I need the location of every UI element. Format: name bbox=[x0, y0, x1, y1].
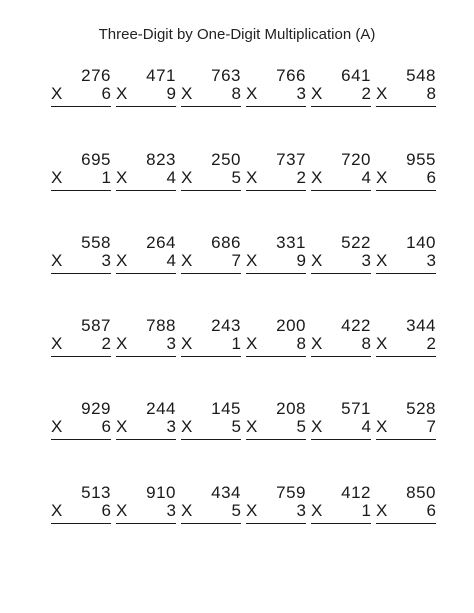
multiplication-problem bbox=[376, 399, 436, 449]
answer-line bbox=[311, 356, 371, 357]
multiplication-problem bbox=[181, 150, 241, 200]
multiplier: 6 bbox=[426, 501, 436, 520]
multiplier: 2 bbox=[101, 334, 111, 353]
answer-line bbox=[376, 439, 436, 440]
multiplication-sign: X bbox=[246, 84, 258, 103]
multiplier: 9 bbox=[296, 251, 306, 270]
multiplier: 2 bbox=[426, 334, 436, 353]
answer-line bbox=[181, 273, 241, 274]
multiplicand: 548 bbox=[406, 66, 436, 85]
multiplier: 8 bbox=[296, 334, 306, 353]
answer-line bbox=[51, 106, 111, 107]
multiplier: 2 bbox=[296, 168, 306, 187]
answer-line bbox=[246, 106, 306, 107]
answer-line bbox=[376, 190, 436, 191]
answer-line bbox=[311, 273, 371, 274]
multiplier: 7 bbox=[426, 417, 436, 436]
answer-line bbox=[116, 439, 176, 440]
multiplication-problem bbox=[116, 150, 176, 200]
multiplicand: 571 bbox=[341, 399, 371, 418]
multiplication-problem bbox=[181, 399, 241, 449]
multiplicand: 910 bbox=[146, 483, 176, 502]
multiplier: 4 bbox=[166, 168, 176, 187]
multiplier: 4 bbox=[361, 417, 371, 436]
multiplicand: 522 bbox=[341, 233, 371, 252]
multiplication-sign: X bbox=[246, 501, 258, 520]
multiplier: 5 bbox=[231, 501, 241, 520]
multiplication-problem bbox=[246, 399, 306, 449]
multiplication-problem bbox=[246, 233, 306, 283]
multiplication-problem bbox=[246, 483, 306, 533]
multiplication-sign: X bbox=[376, 501, 388, 520]
multiplication-problem bbox=[116, 483, 176, 533]
multiplication-sign: X bbox=[376, 334, 388, 353]
answer-line bbox=[51, 273, 111, 274]
multiplication-sign: X bbox=[311, 501, 323, 520]
multiplication-problem bbox=[51, 233, 111, 283]
multiplicand: 250 bbox=[211, 150, 241, 169]
multiplication-sign: X bbox=[376, 168, 388, 187]
multiplicand: 244 bbox=[146, 399, 176, 418]
multiplication-sign: X bbox=[311, 168, 323, 187]
answer-line bbox=[376, 356, 436, 357]
multiplier: 5 bbox=[231, 168, 241, 187]
answer-line bbox=[116, 273, 176, 274]
multiplication-problem bbox=[181, 66, 241, 116]
multiplicand: 587 bbox=[81, 316, 111, 335]
multiplication-problem bbox=[181, 233, 241, 283]
multiplication-sign: X bbox=[246, 168, 258, 187]
multiplication-problem bbox=[116, 233, 176, 283]
answer-line bbox=[376, 273, 436, 274]
multiplication-sign: X bbox=[181, 84, 193, 103]
answer-line bbox=[116, 523, 176, 524]
multiplicand: 140 bbox=[406, 233, 436, 252]
multiplicand: 686 bbox=[211, 233, 241, 252]
multiplication-sign: X bbox=[181, 334, 193, 353]
multiplication-sign: X bbox=[51, 417, 63, 436]
multiplication-problem bbox=[116, 316, 176, 366]
multiplicand: 471 bbox=[146, 66, 176, 85]
multiplication-problem bbox=[376, 150, 436, 200]
multiplier: 8 bbox=[231, 84, 241, 103]
multiplicand: 737 bbox=[276, 150, 306, 169]
multiplication-sign: X bbox=[116, 501, 128, 520]
multiplication-sign: X bbox=[311, 417, 323, 436]
multiplicand: 264 bbox=[146, 233, 176, 252]
answer-line bbox=[311, 439, 371, 440]
multiplier: 1 bbox=[101, 168, 111, 187]
multiplier: 5 bbox=[296, 417, 306, 436]
answer-line bbox=[311, 106, 371, 107]
multiplier: 8 bbox=[361, 334, 371, 353]
answer-line bbox=[376, 523, 436, 524]
multiplier: 2 bbox=[361, 84, 371, 103]
answer-line bbox=[181, 106, 241, 107]
answer-line bbox=[181, 190, 241, 191]
multiplicand: 422 bbox=[341, 316, 371, 335]
multiplication-sign: X bbox=[246, 251, 258, 270]
multiplicand: 331 bbox=[276, 233, 306, 252]
multiplication-problem bbox=[116, 399, 176, 449]
multiplier: 8 bbox=[426, 84, 436, 103]
multiplicand: 788 bbox=[146, 316, 176, 335]
multiplication-sign: X bbox=[181, 251, 193, 270]
multiplicand: 200 bbox=[276, 316, 306, 335]
multiplication-problem bbox=[51, 399, 111, 449]
answer-line bbox=[116, 190, 176, 191]
multiplication-sign: X bbox=[311, 84, 323, 103]
multiplication-problem bbox=[311, 66, 371, 116]
multiplier: 1 bbox=[231, 334, 241, 353]
answer-line bbox=[181, 356, 241, 357]
multiplication-problem bbox=[311, 150, 371, 200]
multiplicand: 850 bbox=[406, 483, 436, 502]
answer-line bbox=[246, 523, 306, 524]
multiplication-problem bbox=[246, 150, 306, 200]
multiplicand: 412 bbox=[341, 483, 371, 502]
multiplier: 3 bbox=[296, 501, 306, 520]
multiplication-problem bbox=[51, 66, 111, 116]
multiplicand: 766 bbox=[276, 66, 306, 85]
multiplicand: 558 bbox=[81, 233, 111, 252]
multiplication-sign: X bbox=[181, 168, 193, 187]
multiplication-problem bbox=[246, 66, 306, 116]
multiplication-sign: X bbox=[116, 168, 128, 187]
answer-line bbox=[51, 356, 111, 357]
multiplier: 6 bbox=[101, 84, 111, 103]
answer-line bbox=[116, 356, 176, 357]
multiplication-problem bbox=[116, 66, 176, 116]
multiplication-problem bbox=[311, 483, 371, 533]
multiplier: 9 bbox=[166, 84, 176, 103]
answer-line bbox=[311, 190, 371, 191]
multiplication-sign: X bbox=[376, 84, 388, 103]
multiplication-sign: X bbox=[181, 417, 193, 436]
multiplication-sign: X bbox=[116, 251, 128, 270]
answer-line bbox=[51, 190, 111, 191]
multiplicand: 823 bbox=[146, 150, 176, 169]
multiplier: 7 bbox=[231, 251, 241, 270]
multiplication-sign: X bbox=[51, 334, 63, 353]
multiplication-sign: X bbox=[116, 84, 128, 103]
multiplication-problem bbox=[181, 316, 241, 366]
answer-line bbox=[246, 439, 306, 440]
multiplication-problem bbox=[246, 316, 306, 366]
answer-line bbox=[246, 356, 306, 357]
multiplicand: 513 bbox=[81, 483, 111, 502]
worksheet-title: Three-Digit by One-Digit Multiplication (A) bbox=[98, 26, 376, 43]
multiplier: 3 bbox=[166, 501, 176, 520]
multiplication-sign: X bbox=[246, 334, 258, 353]
answer-line bbox=[376, 106, 436, 107]
multiplication-sign: X bbox=[116, 417, 128, 436]
multiplication-sign: X bbox=[51, 251, 63, 270]
answer-line bbox=[181, 523, 241, 524]
multiplication-problem bbox=[376, 66, 436, 116]
multiplication-problem bbox=[51, 483, 111, 533]
multiplicand: 434 bbox=[211, 483, 241, 502]
multiplier: 6 bbox=[101, 501, 111, 520]
multiplier: 4 bbox=[361, 168, 371, 187]
multiplier: 6 bbox=[101, 417, 111, 436]
answer-line bbox=[181, 439, 241, 440]
multiplicand: 695 bbox=[81, 150, 111, 169]
multiplication-problem bbox=[51, 150, 111, 200]
multiplier: 5 bbox=[231, 417, 241, 436]
multiplication-problem bbox=[181, 483, 241, 533]
multiplication-problem bbox=[311, 233, 371, 283]
multiplication-sign: X bbox=[116, 334, 128, 353]
multiplication-sign: X bbox=[311, 334, 323, 353]
answer-line bbox=[246, 190, 306, 191]
multiplier: 3 bbox=[426, 251, 436, 270]
multiplication-problem bbox=[311, 399, 371, 449]
multiplication-sign: X bbox=[246, 417, 258, 436]
multiplication-sign: X bbox=[181, 501, 193, 520]
multiplicand: 763 bbox=[211, 66, 241, 85]
multiplier: 3 bbox=[166, 417, 176, 436]
answer-line bbox=[311, 523, 371, 524]
multiplicand: 276 bbox=[81, 66, 111, 85]
multiplier: 4 bbox=[166, 251, 176, 270]
multiplication-sign: X bbox=[51, 84, 63, 103]
multiplication-sign: X bbox=[311, 251, 323, 270]
multiplicand: 243 bbox=[211, 316, 241, 335]
multiplicand: 528 bbox=[406, 399, 436, 418]
multiplication-sign: X bbox=[376, 251, 388, 270]
multiplier: 3 bbox=[361, 251, 371, 270]
multiplicand: 344 bbox=[406, 316, 436, 335]
multiplication-problem bbox=[376, 316, 436, 366]
multiplication-sign: X bbox=[51, 168, 63, 187]
multiplier: 3 bbox=[101, 251, 111, 270]
multiplication-problem bbox=[376, 233, 436, 283]
multiplicand: 955 bbox=[406, 150, 436, 169]
multiplicand: 759 bbox=[276, 483, 306, 502]
multiplicand: 145 bbox=[211, 399, 241, 418]
multiplication-sign: X bbox=[376, 417, 388, 436]
multiplicand: 641 bbox=[341, 66, 371, 85]
answer-line bbox=[51, 439, 111, 440]
multiplication-problem bbox=[376, 483, 436, 533]
multiplier: 1 bbox=[361, 501, 371, 520]
multiplicand: 720 bbox=[341, 150, 371, 169]
multiplier: 3 bbox=[166, 334, 176, 353]
multiplication-problem bbox=[311, 316, 371, 366]
multiplication-sign: X bbox=[51, 501, 63, 520]
multiplier: 3 bbox=[296, 84, 306, 103]
multiplication-problem bbox=[51, 316, 111, 366]
answer-line bbox=[116, 106, 176, 107]
answer-line bbox=[51, 523, 111, 524]
multiplicand: 208 bbox=[276, 399, 306, 418]
multiplicand: 929 bbox=[81, 399, 111, 418]
multiplier: 6 bbox=[426, 168, 436, 187]
answer-line bbox=[246, 273, 306, 274]
